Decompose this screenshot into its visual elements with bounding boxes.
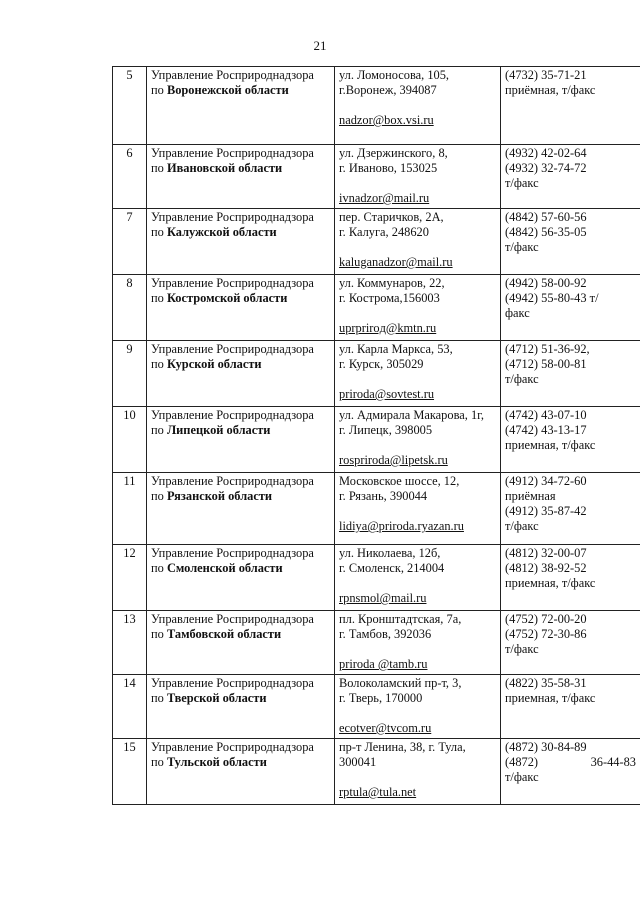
row-number: 11 xyxy=(113,473,147,545)
agency-po: по xyxy=(151,83,164,97)
phone-line: приёмная, т/факс xyxy=(505,83,596,97)
agency-region-line xyxy=(151,691,330,706)
row-number: 12 xyxy=(113,545,147,611)
agency-po: по xyxy=(151,561,164,575)
phone-line: (4942) 58-00-92 xyxy=(505,276,587,290)
address-city: г. Липецк, 398005 xyxy=(339,423,433,437)
phone-line: (4912) 35-87-42 xyxy=(505,504,587,518)
row-number: 6 xyxy=(113,145,147,209)
address-city: г. Калуга, 248620 xyxy=(339,225,429,239)
phone-line: (4872) 30-84-89 xyxy=(505,740,587,754)
address-street: Московское шоссе, 12, xyxy=(339,474,460,488)
phone-line: т/факс xyxy=(505,519,539,533)
agency-region: Липецкой области xyxy=(166,423,271,437)
email-link[interactable]: ecotver@tvcom.ru xyxy=(339,721,432,735)
table-row xyxy=(113,545,640,611)
address-street: пр-т Ленина, 38, г. Тула, xyxy=(339,740,466,754)
agency-region: Тамбовской области xyxy=(166,627,282,641)
agency-region-line xyxy=(151,225,330,240)
agency-name xyxy=(147,675,335,739)
agency-name xyxy=(147,611,335,675)
phone-line: (4742) 43-13-17 xyxy=(505,423,587,437)
address-cell xyxy=(335,739,501,805)
table-row xyxy=(113,739,640,805)
address-street: ул. Дзержинского, 8, xyxy=(339,146,448,160)
phone-line: факс xyxy=(505,306,530,320)
phone-line: приемная, т/факс xyxy=(505,438,596,452)
agency-region: Смоленской области xyxy=(166,561,283,575)
table-row xyxy=(113,611,640,675)
row-number: 5 xyxy=(113,67,147,145)
registry-body xyxy=(113,67,640,805)
address-cell xyxy=(335,145,501,209)
agency-region: Рязанской области xyxy=(166,489,273,503)
agency-name xyxy=(147,473,335,545)
phone-line-split xyxy=(505,755,636,770)
phone-line: т/факс xyxy=(505,176,539,190)
email-link[interactable]: uprpriroд@kmtn.ru xyxy=(339,321,437,335)
phone-line: (4712) 58-00-81 xyxy=(505,357,587,371)
email-link[interactable]: priroda@sovtest.ru xyxy=(339,387,435,401)
phone-line: (4752) 72-30-86 xyxy=(505,627,587,641)
address-city: г. Тамбов, 392036 xyxy=(339,627,432,641)
phone-note: т/факс xyxy=(505,770,539,784)
agency-po: по xyxy=(151,755,164,769)
phone-line: приёмная xyxy=(505,489,556,503)
table-row xyxy=(113,67,640,145)
phone-cell xyxy=(501,473,640,545)
agency-po: по xyxy=(151,489,164,503)
agency-name xyxy=(147,67,335,145)
agency-po: по xyxy=(151,691,164,705)
agency-name xyxy=(147,341,335,407)
address-cell xyxy=(335,675,501,739)
agency-title: Управление Росприроднадзора xyxy=(151,146,314,160)
address-cell xyxy=(335,407,501,473)
agency-name xyxy=(147,145,335,209)
address-cell xyxy=(335,611,501,675)
address-cell xyxy=(335,341,501,407)
agency-po: по xyxy=(151,357,164,371)
table-row xyxy=(113,145,640,209)
agency-region-line xyxy=(151,357,330,372)
agency-region: Калужской области xyxy=(166,225,277,239)
phone-number: 36-44-83 xyxy=(590,755,636,769)
agency-po: по xyxy=(151,423,164,437)
address-street: пер. Старичков, 2А, xyxy=(339,210,444,224)
address-cell xyxy=(335,209,501,275)
agency-region-line xyxy=(151,423,330,438)
email-link[interactable]: ivnadzor@mail.ru xyxy=(339,191,430,205)
phone-line: т/факс xyxy=(505,642,539,656)
address-cell xyxy=(335,473,501,545)
phone-cell xyxy=(501,67,640,145)
agency-region-line xyxy=(151,161,330,176)
table-row xyxy=(113,209,640,275)
phone-line: приемная, т/факс xyxy=(505,691,596,705)
phone-line: (4812) 32-00-07 xyxy=(505,546,587,560)
table-row xyxy=(113,473,640,545)
phone-line: (4842) 57-60-56 xyxy=(505,210,587,224)
agency-name xyxy=(147,407,335,473)
phone-cell xyxy=(501,675,640,739)
phone-line: (4912) 34-72-60 xyxy=(505,474,587,488)
address-street: пл. Кронштадтская, 7а, xyxy=(339,612,462,626)
agency-title: Управление Росприроднадзора xyxy=(151,676,314,690)
agency-region-line xyxy=(151,291,330,306)
address-city: г. Иваново, 153025 xyxy=(339,161,438,175)
email-link[interactable]: rospriroda@lipetsk.ru xyxy=(339,453,448,467)
row-number: 13 xyxy=(113,611,147,675)
agency-region-line xyxy=(151,489,330,504)
agency-title: Управление Росприроднадзора xyxy=(151,546,314,560)
agency-title: Управление Росприроднадзора xyxy=(151,210,314,224)
agency-region-line xyxy=(151,755,330,770)
registry-table xyxy=(112,66,640,805)
table-row xyxy=(113,275,640,341)
address-city: г. Тверь, 170000 xyxy=(339,691,423,705)
agency-region: Костромской области xyxy=(166,291,288,305)
phone-line: (4712) 51-36-92, xyxy=(505,342,590,356)
table-row xyxy=(113,407,640,473)
agency-region: Курской области xyxy=(166,357,262,371)
phone-code: (4872) xyxy=(505,755,539,769)
agency-title: Управление Росприроднадзора xyxy=(151,408,314,422)
row-number: 10 xyxy=(113,407,147,473)
agency-region: Тульской области xyxy=(166,755,267,769)
email-link[interactable]: rpnsmol@mail.ru xyxy=(339,591,427,605)
agency-region-line xyxy=(151,561,330,576)
phone-line: (4752) 72-00-20 xyxy=(505,612,587,626)
phone-cell xyxy=(501,545,640,611)
email-link[interactable]: nadzor@box.vsi.ru xyxy=(339,113,434,127)
address-cell xyxy=(335,275,501,341)
phone-line: (4842) 56-35-05 xyxy=(505,225,587,239)
phone-line: т/факс xyxy=(505,372,539,386)
address-street: ул. Карла Маркса, 53, xyxy=(339,342,453,356)
address-street: ул. Адмирала Макарова, 1г, xyxy=(339,408,484,422)
phone-line: (4942) 55-80-43 т/ xyxy=(505,291,599,305)
address-cell xyxy=(335,67,501,145)
agency-region: Воронежской области xyxy=(166,83,289,97)
address-cell xyxy=(335,545,501,611)
page-number: 21 xyxy=(313,38,327,53)
row-number: 8 xyxy=(113,275,147,341)
address-city: г.Воронеж, 394087 xyxy=(339,83,437,97)
agency-name xyxy=(147,209,335,275)
agency-region-line xyxy=(151,627,330,642)
phone-line: (4932) 42-02-64 xyxy=(505,146,587,160)
row-number: 9 xyxy=(113,341,147,407)
agency-title: Управление Росприроднадзора xyxy=(151,68,314,82)
phone-line: т/факс xyxy=(505,240,539,254)
row-number: 14 xyxy=(113,675,147,739)
address-street: ул. Ломоносова, 105, xyxy=(339,68,450,82)
agency-title: Управление Росприроднадзора xyxy=(151,612,314,626)
email-link[interactable]: kaluganadzor@mail.ru xyxy=(339,255,453,269)
address-city: 300041 xyxy=(339,755,377,769)
email-link[interactable]: rptula@tula.net xyxy=(339,785,417,799)
agency-title: Управление Росприроднадзора xyxy=(151,740,314,754)
address-city: г. Кострома,156003 xyxy=(339,291,440,305)
agency-title: Управление Росприроднадзора xyxy=(151,276,314,290)
agency-region: Ивановской области xyxy=(166,161,283,175)
phone-line: (4812) 38-92-52 xyxy=(505,561,587,575)
agency-name xyxy=(147,545,335,611)
row-number: 7 xyxy=(113,209,147,275)
agency-po: по xyxy=(151,225,164,239)
address-street: ул. Николаева, 12б, xyxy=(339,546,441,560)
phone-line: (4732) 35-71-21 xyxy=(505,68,587,82)
agency-name xyxy=(147,739,335,805)
agency-title: Управление Росприроднадзора xyxy=(151,342,314,356)
phone-cell xyxy=(501,275,640,341)
agency-po: по xyxy=(151,627,164,641)
row-number: 15 xyxy=(113,739,147,805)
phone-cell xyxy=(501,407,640,473)
agency-name xyxy=(147,275,335,341)
phone-cell xyxy=(501,145,640,209)
phone-cell xyxy=(501,341,640,407)
table-row xyxy=(113,675,640,739)
phone-line: (4932) 32-74-72 xyxy=(505,161,587,175)
phone-cell xyxy=(501,739,640,805)
email-link[interactable]: priroda @tamb.ru xyxy=(339,657,428,671)
phone-line: (4822) 35-58-31 xyxy=(505,676,587,690)
agency-po: по xyxy=(151,161,164,175)
phone-cell xyxy=(501,611,640,675)
address-city: г. Рязань, 390044 xyxy=(339,489,428,503)
agency-po: по xyxy=(151,291,164,305)
email-link[interactable]: lidiya@priroda.ryazan.ru xyxy=(339,519,464,533)
address-street: ул. Коммунаров, 22, xyxy=(339,276,445,290)
address-street: Волоколамский пр-т, 3, xyxy=(339,676,462,690)
agency-title: Управление Росприроднадзора xyxy=(151,474,314,488)
address-city: г. Смоленск, 214004 xyxy=(339,561,445,575)
phone-cell xyxy=(501,209,640,275)
table-row xyxy=(113,341,640,407)
phone-line: (4742) 43-07-10 xyxy=(505,408,587,422)
phone-line: приемная, т/факс xyxy=(505,576,596,590)
address-city: г. Курск, 305029 xyxy=(339,357,424,371)
agency-region: Тверской области xyxy=(166,691,267,705)
agency-region-line xyxy=(151,83,330,98)
